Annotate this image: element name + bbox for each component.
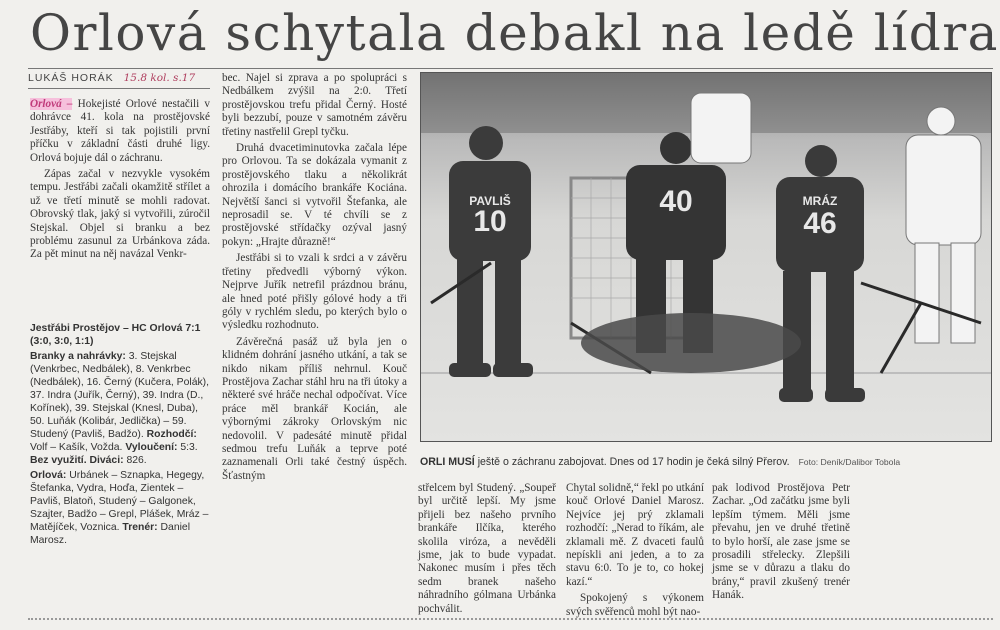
lineup-text: Urbánek – Sznapka, Hegegy, Štefanka, Vydra, Hoďa, Zientek – Pavliš, Blatoň, Studený – Galgonek, Szajter, Badžo – Grepl, Plášek, Mráz – Matějíček, Voznica. — [30, 470, 209, 533]
byline — [28, 72, 218, 88]
crowd-text: 826. — [126, 455, 147, 466]
penalties-label: Vyloučení: — [125, 442, 178, 453]
article-column-3 — [418, 482, 556, 616]
article-column-2 — [222, 72, 407, 483]
caption-text: ještě o záchranu zabojovat. Dnes od 17 hodin je čeká silný Přerov. — [477, 456, 790, 468]
article-column-5 — [712, 482, 850, 603]
byline-rule — [28, 88, 210, 89]
powerplay-label: Bez využití. — [30, 455, 87, 466]
hockey-scene-illustration — [421, 73, 992, 442]
match-score: Jestřábi Prostějov – HC Orlová 7:1 (3:0, 3:0, 1:1) — [30, 323, 201, 347]
photo-credit: Foto: Deník/Dalibor Tobola — [798, 457, 901, 467]
player-figure — [449, 126, 533, 377]
referees-text: Volf – Kašík, Vožda. — [30, 442, 123, 453]
paragraph: Spokojený s výkonem svých svěřenců mohl být nao- — [566, 592, 704, 618]
goals-text: 3. Stejskal (Venkrbec, Nedbálek), 8. Venkrbec (Nedbálek), 16. Černý (Kučera, Polák), 37. Indra (Juřík, Černý), 39. Indra (D., Kořínek), 39. Stejskal (Knesl, Duba), 50. Luňák (Kolibár, Jedlička) – 59. Studený (Pavliš, Badžo). — [30, 351, 210, 440]
lead-place: Orlová – — [30, 98, 73, 110]
paragraph: Druhá dvacetiminutovka začala lépe pro Orlovou. Ta se dokázala vymanit z prostějovského tlaku a několikrát ohrozila i domácího brankáře Kociána. Největší šanci si vytvořil Štefanka, ale neprosadil se. V té chvíli se z prostějovské střídačky ozýval jasný pokyn: „Hrajte důrazně!“ — [222, 142, 407, 248]
crowd-label: Diváci: — [89, 455, 124, 466]
hockey-photo — [420, 72, 992, 442]
paragraph: pak lodivod Prostějova Petr Zachar. „Od začátku jsme byli lepším týmem. Měli jsme převahu, jen ve druhé třetině to bylo horší, ale zase jsme se prosadili střelecky. Zlepšili jsme se v důrazu a tlaku do brány,“ pravil zkušený trenér Hanák. — [712, 482, 850, 602]
paragraph: střelcem byl Studený. „Soupeř byl určitě lepší. My jsme přijeli bez našeho prvního brankáře Ilčíka, kterého skolila viróza, a nevěděli jsme, jak to bude vypadat. Nakonec musím i přes těch sedm branek našeho náhradního gólmana Urbánka pochválit. — [418, 482, 556, 615]
author: LUKÁŠ HORÁK — [28, 72, 114, 84]
jersey-number: 10 — [473, 205, 507, 238]
article-column-4 — [566, 482, 704, 619]
jersey-name: PAVLIŠ — [469, 194, 511, 208]
goals-label: Branky a nahrávky: — [30, 351, 126, 362]
jersey-name: MRÁZ — [802, 194, 838, 208]
article-column-1 — [30, 98, 210, 262]
referees-label: Rozhodčí: — [146, 429, 197, 440]
jersey-number: 46 — [803, 207, 837, 240]
bottom-rule — [28, 618, 993, 620]
match-details — [30, 350, 210, 547]
penalties-text: 5:3. — [180, 442, 198, 453]
paragraph: bec. Najel si zprava a po spolupráci s Nedbálkem zvýšil na 2:0. Třetí prostějovskou trefu přidal Černý. Hosté byli bezzubí, pouze v samotném závěru třetiny nastřelil Grepl tyčku. — [222, 72, 407, 138]
paragraph: Zápas začal v nezvykle vysokém tempu. Jestřábi začali okamžitě střílet a už ve třetí minutě se mohli radovat. Obrovský tlak, jaký si vytvořili, zúročil Stejskal. Objel si branku a bez problému zasunul za Urbánkova záda. Za pět minut na něj navázal Venkr- — [30, 168, 210, 261]
lineup-label: Orlová: — [30, 470, 67, 481]
paragraph: Jestřábi si to vzali k srdci a v závěru třetiny předvedli výborný výkon. Nejprve Juřík netrefil prázdnou bránu, ale hned poté přišly gólové hody a tři góly v rychlém sledu, po kterých bylo o výsledku rozhodnuto. — [222, 252, 407, 332]
match-results-box — [30, 322, 210, 547]
coach-label: Trenér: — [122, 522, 158, 533]
paragraph: Závěrečná pasáž už byla jen o klidném dohrání jasného utkání, a tak se nikdo nikam příliš nehrnul. Kouč Prostějova Zachar stáhl hru na tři útoky a některé své hráče nechal odpočívat. Více práce měl brankář Kocián, ale výbornými zákroky Orlovským nic nedovolil. V padesáté minutě přidal sedmou trefu Luňák a teprve poté zaznamenali Orli také čestný úspěch. Šťastným — [222, 335, 407, 482]
caption-lead: ORLI MUSÍ — [420, 456, 475, 468]
headline: Orlová schytala debakl na ledě lídra — [30, 4, 999, 62]
headline-rule — [28, 68, 993, 69]
paragraph: Hokejisté Orlové nestačili v dohrávce 41. kola na prostějovské Jestřáby, kteří si tak pojistili první příčku v základní části druhé ligy. Orlová bojuje dál o záchranu. — [30, 98, 210, 164]
handwritten-note: 15.8 kol. s.17 — [123, 72, 196, 84]
paragraph: Chytal solidně,“ řekl po utkání kouč Orlové Daniel Marosz. Nejvíce jej prý zklamali rozhodčí: „Nerad to říkám, ale zklamali mě. Z dvaceti faulů nepískli ani jeden, a to za stavu 6:0. To je to, co hokej kazí.“ — [566, 482, 704, 588]
photo-caption — [420, 456, 992, 472]
coach-text: Daniel Marosz. — [30, 522, 191, 546]
jersey-number: 40 — [659, 185, 693, 218]
